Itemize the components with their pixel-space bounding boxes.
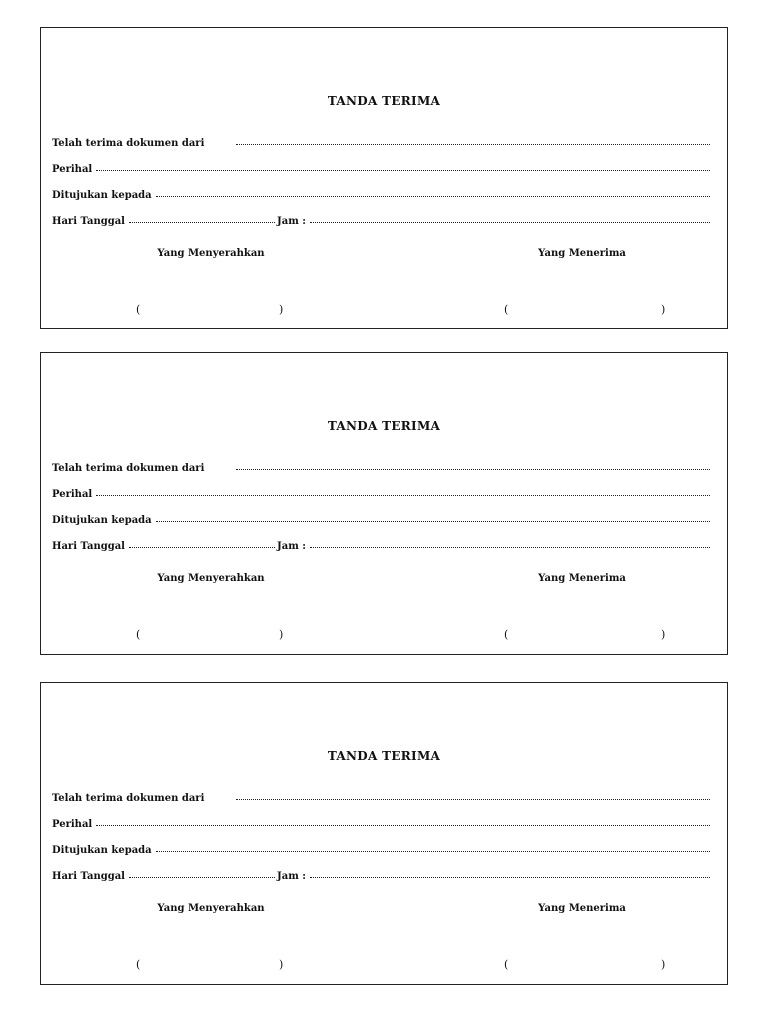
sender-signature-label: Yang Menyerahkan [157, 573, 265, 584]
time-fill-line[interactable] [310, 222, 710, 223]
received-from-label: Telah terima dokumen dari [52, 463, 205, 474]
received-from-label: Telah terima dokumen dari [52, 138, 205, 149]
sender-name-open-paren: ( [136, 303, 141, 316]
sender-name-open-paren: ( [136, 628, 141, 641]
addressed-to-row [52, 845, 712, 857]
receiver-name-close-paren: ) [661, 958, 666, 971]
addressed-to-fill-line[interactable] [156, 521, 710, 522]
received-from-fill-line[interactable] [236, 144, 710, 145]
addressed-to-fill-line[interactable] [156, 196, 710, 197]
date-fill-line[interactable] [129, 547, 275, 548]
date-time-row [52, 216, 712, 228]
receiver-name-open-paren: ( [504, 958, 509, 971]
receipt-form-2 [40, 352, 728, 655]
receipt-title: TANDA TERIMA [327, 94, 441, 108]
receipt-title: TANDA TERIMA [327, 749, 441, 763]
receiver-name-open-paren: ( [504, 303, 509, 316]
sender-name-close-paren: ) [279, 958, 284, 971]
subject-fill-line[interactable] [96, 495, 710, 496]
date-label: Hari Tanggal [52, 216, 125, 227]
received-from-row [52, 793, 712, 805]
addressed-to-fill-line[interactable] [156, 851, 710, 852]
subject-row [52, 489, 712, 501]
subject-row [52, 819, 712, 831]
subject-row [52, 164, 712, 176]
sender-signature-label: Yang Menyerahkan [157, 248, 265, 259]
received-from-label: Telah terima dokumen dari [52, 793, 205, 804]
receiver-signature-label: Yang Menerima [538, 248, 626, 259]
receiver-name-close-paren: ) [661, 628, 666, 641]
date-time-row [52, 871, 712, 883]
receiver-name-close-paren: ) [661, 303, 666, 316]
received-from-row [52, 463, 712, 475]
receiver-signature-label: Yang Menerima [538, 573, 626, 584]
received-from-fill-line[interactable] [236, 799, 710, 800]
date-label: Hari Tanggal [52, 871, 125, 882]
time-fill-line[interactable] [310, 547, 710, 548]
time-label: Jam : [276, 216, 306, 227]
date-label: Hari Tanggal [52, 541, 125, 552]
receipt-title: TANDA TERIMA [327, 419, 441, 433]
time-fill-line[interactable] [310, 877, 710, 878]
subject-fill-line[interactable] [96, 825, 710, 826]
sender-name-close-paren: ) [279, 303, 284, 316]
time-label: Jam : [276, 541, 306, 552]
date-time-row [52, 541, 712, 553]
addressed-to-label: Ditujukan kepada [52, 515, 152, 526]
subject-label: Perihal [52, 489, 93, 500]
date-fill-line[interactable] [129, 877, 275, 878]
sender-name-close-paren: ) [279, 628, 284, 641]
received-from-fill-line[interactable] [236, 469, 710, 470]
addressed-to-row [52, 190, 712, 202]
subject-label: Perihal [52, 819, 93, 830]
addressed-to-row [52, 515, 712, 527]
date-fill-line[interactable] [129, 222, 275, 223]
sender-signature-label: Yang Menyerahkan [157, 903, 265, 914]
subject-label: Perihal [52, 164, 93, 175]
sender-name-open-paren: ( [136, 958, 141, 971]
receipt-form-1 [40, 27, 728, 329]
subject-fill-line[interactable] [96, 170, 710, 171]
received-from-row [52, 138, 712, 150]
addressed-to-label: Ditujukan kepada [52, 190, 152, 201]
addressed-to-label: Ditujukan kepada [52, 845, 152, 856]
receiver-signature-label: Yang Menerima [538, 903, 626, 914]
receiver-name-open-paren: ( [504, 628, 509, 641]
receipt-form-3 [40, 682, 728, 985]
time-label: Jam : [276, 871, 306, 882]
